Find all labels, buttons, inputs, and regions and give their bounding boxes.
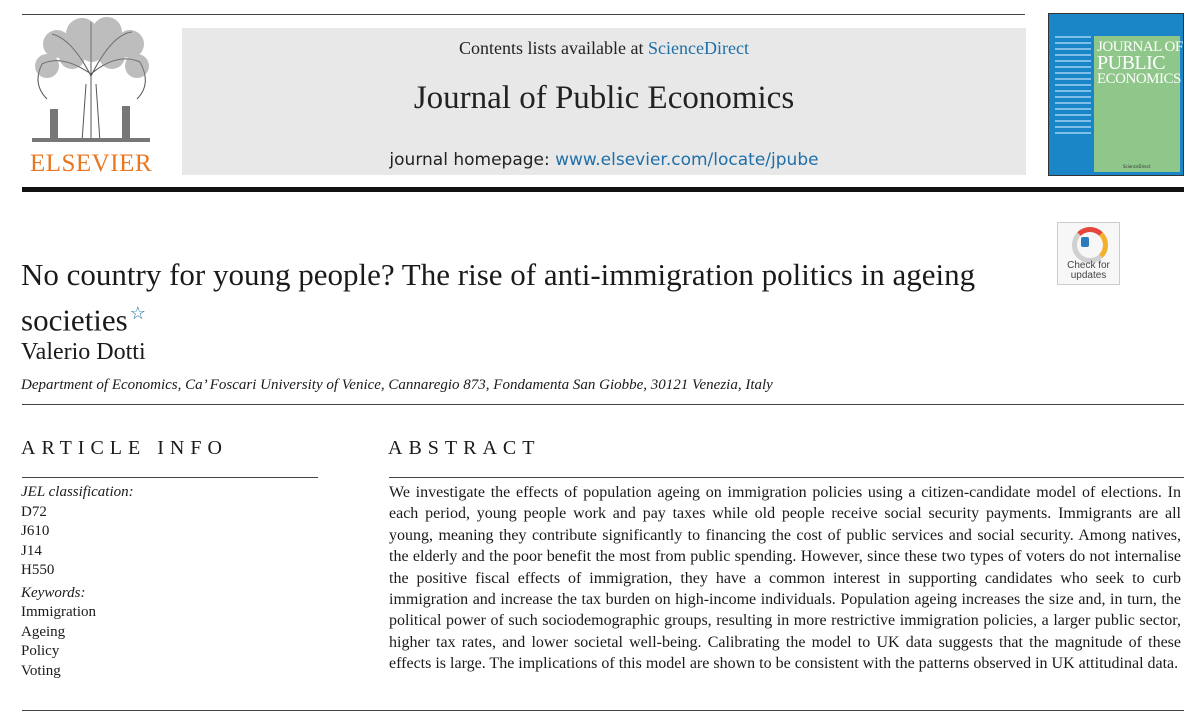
journal-cover-thumbnail[interactable] bbox=[1048, 13, 1184, 176]
check-for-updates-icon bbox=[1072, 227, 1108, 263]
sciencedirect-link[interactable]: ScienceDirect bbox=[648, 38, 749, 58]
cover-footer: ScienceDirect bbox=[1123, 164, 1151, 169]
author-affiliation: Department of Economics, Ca’ Foscari University of Venice, Cannaregio 873, Fondamenta San Giobbe, 30121 Venezia, Italy bbox=[21, 377, 773, 393]
cover-title: JOURNAL OF PUBLIC ECONOMICS bbox=[1097, 39, 1183, 87]
contents-prefix: Contents lists available at bbox=[459, 38, 644, 58]
keyword: Policy bbox=[21, 643, 60, 659]
keywords-label: Keywords: bbox=[21, 584, 86, 601]
homepage-link[interactable]: www.elsevier.com/locate/jpube bbox=[555, 150, 819, 170]
abstract-rule bbox=[389, 477, 1184, 478]
elsevier-logo[interactable] bbox=[22, 14, 160, 179]
check-for-updates-button[interactable] bbox=[1057, 222, 1120, 285]
article-info-rule bbox=[22, 477, 318, 478]
keyword: Immigration bbox=[21, 604, 96, 620]
check-for-updates-label: Check for updates bbox=[1067, 260, 1110, 281]
article-title-block bbox=[21, 256, 1041, 339]
journal-masthead bbox=[182, 28, 1026, 175]
cover-contents-lines bbox=[1055, 36, 1091, 138]
masthead-rule bbox=[22, 187, 1184, 192]
journal-title[interactable]: Journal of Public Economics bbox=[413, 80, 795, 116]
author-name[interactable]: Valerio Dotti bbox=[21, 339, 146, 365]
keyword: Voting bbox=[21, 662, 61, 679]
abstract-heading: ABSTRACT bbox=[388, 437, 541, 459]
jel-code: H550 bbox=[21, 562, 55, 578]
jel-code: J610 bbox=[21, 523, 50, 539]
abstract-text: We investigate the effects of population ageing on immigration policies using a citizen-candidate model of elections. In each period, young people work and pay taxes while old people receive social security payments. Immigrants are all young, meaning they contribute significantly to financing the cost of public services and social security. Among natives, the elderly and the poor benefit the most from public spending. However, since these two types of voters do not internalise the positive fiscal effects of immigration, they have a common interest in supporting candidates who seek to curb immigration and increase the tax burden on high-income individuals. Population ageing increases the size and, in turn, the political power of such sociodemographic groups, resulting in more restrictive immigration policies, a larger public sector, higher tax rates, and lower societal well-being. Calibrating the model to UK data suggests that the magnitude of these effects is large. The implications of this model are shown to be consistent with the patterns observed in UK attitudinal data. bbox=[389, 484, 1181, 673]
homepage-prefix: journal homepage: bbox=[389, 150, 550, 170]
title-footnote-star[interactable]: ☆ bbox=[129, 303, 146, 323]
bottom-rule bbox=[22, 710, 1184, 711]
article-title: No country for young people? The rise of anti-immigration politics in ageing societies bbox=[21, 257, 976, 338]
article-info bbox=[21, 483, 311, 681]
homepage-line bbox=[182, 150, 1026, 170]
elsevier-tree-icon bbox=[22, 14, 160, 146]
elsevier-wordmark: ELSEVIER bbox=[29, 150, 153, 177]
article-info-heading: ARTICLE INFO bbox=[21, 437, 228, 459]
affiliation-rule bbox=[22, 404, 1184, 405]
jel-label: JEL classification: bbox=[21, 484, 134, 500]
keyword: Ageing bbox=[21, 623, 66, 640]
top-rule bbox=[22, 14, 1025, 15]
contents-line bbox=[182, 38, 1026, 59]
jel-code: J14 bbox=[21, 542, 42, 559]
jel-code: D72 bbox=[21, 503, 47, 520]
